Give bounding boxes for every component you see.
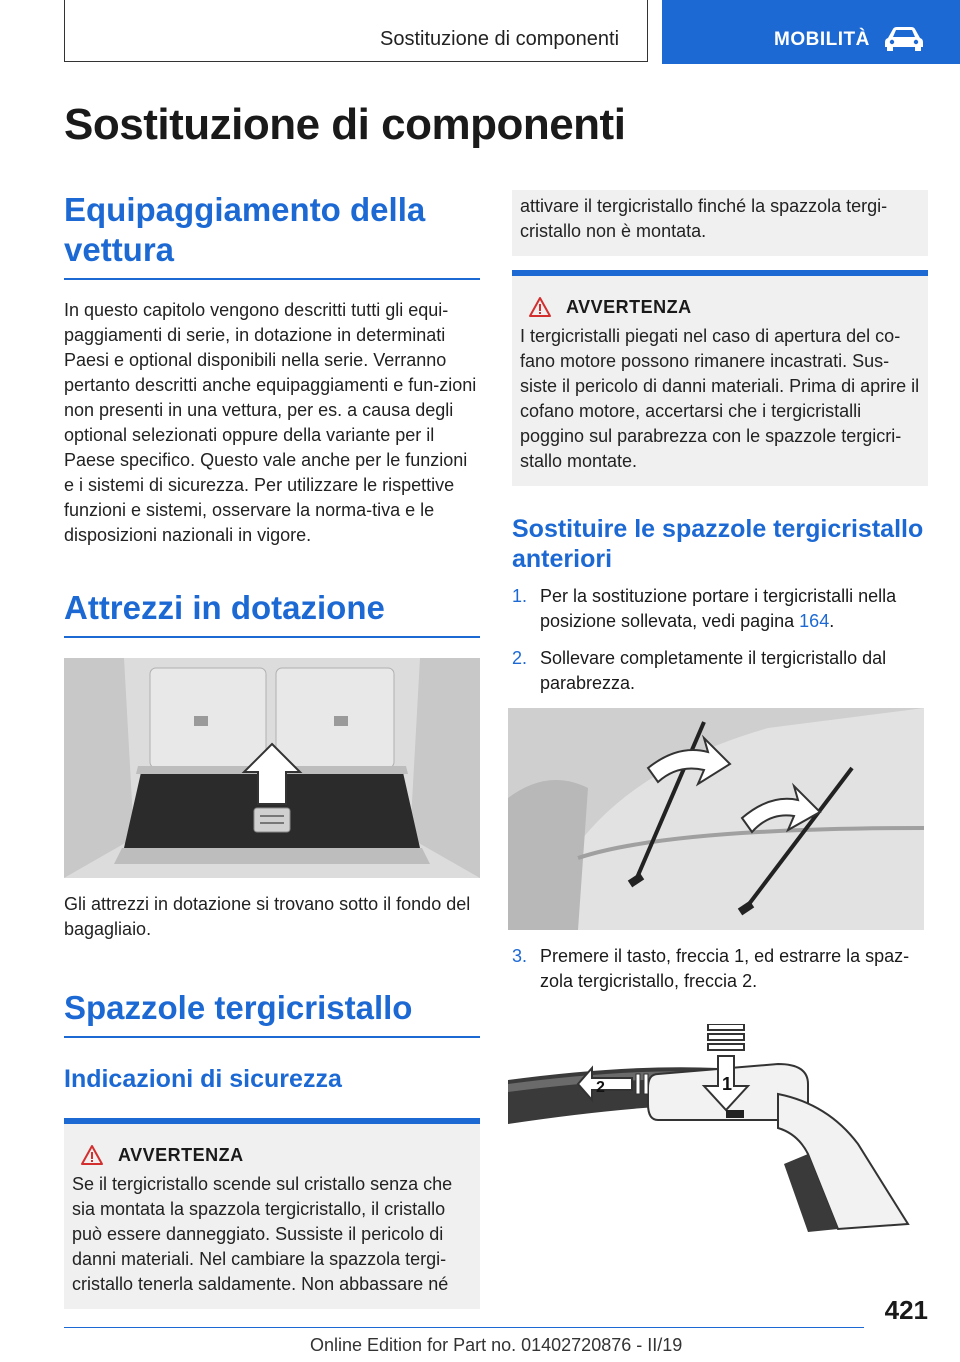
warning-text: Se il tergicristallo scende sul cristallo senza che sia montata la spazzola tergicristallo, il cristallo può essere danneggiato. Sussiste il pericolo di danni materiali. Nel cambiare la spazzola tergi-cristallo tenerla saldamente. Non abbassare né (72, 1174, 453, 1294)
footer-divider (64, 1327, 864, 1328)
page-link[interactable]: 164 (799, 611, 830, 631)
warning-box (512, 270, 928, 486)
warning-triangle-icon (528, 296, 552, 318)
trunk-tools-illustration (64, 658, 480, 878)
car-icon (882, 24, 926, 52)
footer-edition: Online Edition for Part no. 01402720876 - II/19 (310, 1335, 683, 1355)
warning-triangle-icon (80, 1144, 104, 1166)
replace-wipers-heading: Sostituire le spazzole tergicristallo anteriori (512, 515, 924, 573)
warning-continued-box (512, 190, 928, 256)
tools-caption: Gli attrezzi in dotazione si trovano sotto il fondo del bagagliaio. (64, 894, 471, 939)
step-text: Sollevare completamente il tergicristallo dal parabrezza. (540, 648, 887, 693)
safety-heading: Indicazioni di sicurezza (64, 1065, 342, 1093)
arrow-1-label: 1 (722, 1074, 733, 1094)
right-column (512, 190, 928, 1234)
list-item: 1. Per la sostituzione portare i tergicristalli nella posizione sollevata, vedi pagina 164. (512, 584, 928, 634)
arrow-2-label: 2 (596, 1079, 605, 1096)
chapter-tab[interactable] (662, 0, 960, 64)
step-text: Per la sostituzione portare i tergicristalli nella posizione sollevata, vedi pagina (540, 586, 897, 631)
step-number: 3. (512, 946, 528, 966)
wiper-release-illustration (508, 1024, 928, 1234)
page-number: 421 (884, 1295, 928, 1325)
warning-box (64, 1118, 480, 1309)
wipers-heading: Spazzole tergicristallo (64, 988, 480, 1038)
steps-list (512, 944, 928, 994)
left-column (64, 190, 480, 1309)
chapter-label: MOBILITÀ (774, 29, 870, 50)
step-number: 2. (512, 648, 528, 668)
step-number: 1. (512, 586, 528, 606)
page-title: Sostituzione di componenti (64, 100, 626, 149)
list-item (512, 646, 928, 696)
equipment-heading: Equipaggiamento della vettura (64, 190, 480, 280)
warning-title: AVVERTENZA (566, 296, 692, 317)
header-section-title: Sostituzione di componenti (380, 28, 620, 50)
warning-continued-text: attivare il tergicristallo finché la spazzola tergi-cristallo non è montata. (520, 196, 888, 241)
equipment-text: In questo capitolo vengono descritti tutti gli equi-paggiamenti di serie, in dotazione in determinati Paesi e optional disponibili nella serie. Verranno pertanto descritti anche equipaggiamenti e fun-zioni non presenti in una vettura, per es. a causa degli optional selezionati oppure della variante per il Paese specifico. Questo vale anche per le funzioni e i sistemi di sicurezza. Per utilizzare le rispettive funzioni e sistemi, osservare la norma-tiva e le disposizioni nazionali in vigore. (64, 300, 477, 545)
warning-title: AVVERTENZA (118, 1144, 244, 1165)
raised-wipers-illustration (508, 708, 924, 930)
list-item (512, 944, 928, 994)
tools-heading: Attrezzi in dotazione (64, 588, 480, 638)
step-text: Premere il tasto, freccia 1, ed estrarre la spaz-zola tergicristallo, freccia 2. (540, 946, 910, 991)
warning-text: I tergicristalli piegati nel caso di apertura del co-fano motore possono rimanere incastrati. Sus-siste il pericolo di danni materiali. Prima di aprire il cofano motore, accertarsi che i tergicristalli poggino sul parabrezza con le spazzole tergicri-stallo montate. (520, 326, 920, 471)
steps-list (512, 584, 928, 696)
